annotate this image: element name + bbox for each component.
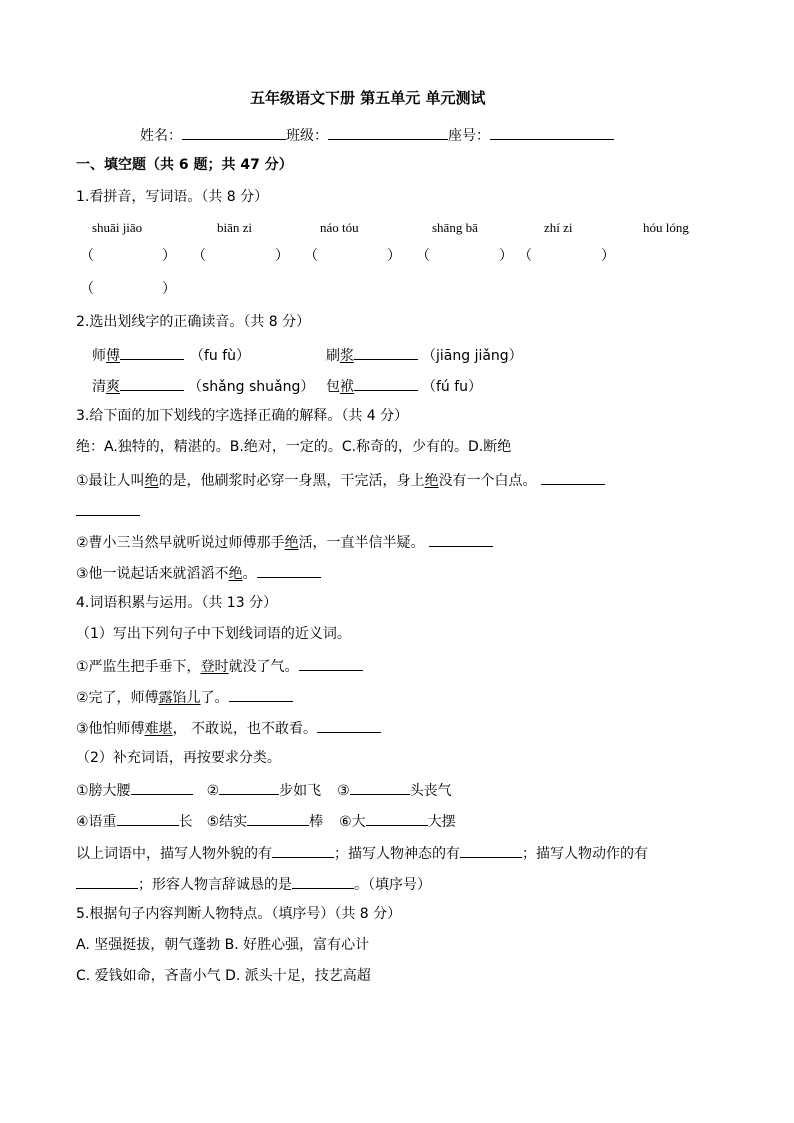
class-label: 班级： (286, 128, 328, 144)
answer-blank[interactable] (350, 780, 410, 795)
question-2-stem: 2.选出划线字的正确读音。（共 8 分） (76, 314, 311, 330)
classify-line: 以上词语中，描写人物外貌的有 ；描写人物神态的有 ；描写人物动作的有 (76, 843, 648, 863)
answer-blank[interactable] (117, 811, 179, 826)
bracket-open: （ (304, 249, 318, 264)
pinyin-item: hóu lóng (643, 220, 689, 235)
section-heading: 一、填空题（共 6 题；共 47 分） (76, 157, 293, 173)
bracket-open: （ (80, 282, 94, 297)
option-line: C. 爱钱如命，吝啬小气 D. 派头十足，技艺高超 (76, 968, 371, 984)
pinyin-item: náo tóu (320, 220, 359, 235)
bracket-open: （ (80, 249, 94, 264)
bracket-close: ） (499, 249, 513, 264)
question-5-stem: 5.根据句子内容判断人物特点。（填序号）（共 8 分） (76, 906, 402, 922)
pinyin-item: shuāi jiāo (92, 220, 143, 235)
answer-blank[interactable] (247, 811, 309, 826)
class-field[interactable] (328, 125, 448, 140)
answer-blank[interactable] (120, 345, 184, 360)
pinyin-item: shāng bā (432, 220, 478, 235)
page-title: 五年级语文下册 第五单元 单元测试 (250, 89, 486, 107)
question-3-stem: 3.给下面的加下划线的字选择正确的解释。（共 4 分） (76, 408, 409, 424)
idiom-row: ④语重 长 ⑤结实 棒 ⑥大 大摆 (76, 811, 456, 831)
answer-blank[interactable] (292, 874, 354, 889)
sub-question-2: （2）补充词语，再按要求分类。 (76, 750, 281, 766)
definition-line: 绝：A.独特的，精湛的。B.绝对，一定的。C.称奇的，少有的。D.断绝 (76, 439, 512, 455)
pinyin-item: zhí zi (544, 220, 573, 235)
idiom-row: ①膀大腰 ② 步如飞 ③ 头丧气 (76, 780, 452, 800)
answer-blank[interactable] (229, 687, 293, 702)
classify-line: ；形容人物言辞诚恳的是 。（填序号） (76, 874, 431, 894)
bracket-close: ） (601, 249, 615, 264)
name-label: 姓名： (140, 128, 182, 144)
student-info-row (140, 125, 614, 145)
answer-blank[interactable] (299, 656, 363, 671)
seat-field[interactable] (490, 125, 614, 140)
sentence-item: ③他怕师傅难堪， 不敢说，也不敢看。 (76, 718, 381, 738)
sentence-item: ①最让人叫绝的是，他刷浆时必穿一身黑，干完活，身上绝没有一个白点。 (76, 470, 605, 490)
bracket-close: ） (275, 249, 289, 264)
answer-blank[interactable] (354, 345, 418, 360)
bracket-close: ） (162, 249, 176, 264)
answer-blank[interactable] (272, 843, 334, 858)
option-line: A. 坚强挺拔，朝气蓬勃 B. 好胜心强，富有心计 (76, 937, 370, 953)
bracket-open: （ (518, 249, 532, 264)
answer-blank-wrap (76, 501, 140, 521)
bracket-open: （ (192, 249, 206, 264)
reading-choice: 师傅 （fu fù） (92, 345, 250, 365)
answer-blank[interactable] (541, 470, 605, 485)
sentence-item: ②曹小三当然早就听说过师傅那手绝活，一直半信半疑。 (76, 532, 493, 552)
answer-blank[interactable] (317, 718, 381, 733)
reading-choice: 清爽 （shǎng shuǎng） (92, 376, 314, 396)
bracket-close: ） (387, 249, 401, 264)
bracket-open: （ (416, 249, 430, 264)
reading-choice: 刷浆 （jiāng jiǎng） (326, 345, 523, 365)
answer-blank[interactable] (120, 376, 184, 391)
answer-blank[interactable] (429, 532, 493, 547)
answer-blank[interactable] (460, 843, 522, 858)
seat-label: 座号： (448, 128, 490, 144)
answer-blank[interactable] (219, 780, 279, 795)
reading-choice: 包袱 （fú fu） (326, 376, 482, 396)
sentence-item: ③他一说起话来就滔滔不绝。 (76, 563, 321, 583)
sentence-item: ①严监生把手垂下，登时就没了气。 (76, 656, 363, 676)
sentence-item: ②完了，师傅露馅儿了。 (76, 687, 293, 707)
bracket-close: ） (162, 282, 176, 297)
answer-blank[interactable] (366, 811, 428, 826)
answer-blank[interactable] (76, 501, 140, 516)
question-1-stem: 1.看拼音，写词语。（共 8 分） (76, 189, 269, 205)
answer-blank[interactable] (131, 780, 193, 795)
answer-blank[interactable] (257, 563, 321, 578)
name-field[interactable] (182, 125, 286, 140)
pinyin-item: biān zi (217, 220, 253, 235)
answer-blank[interactable] (354, 376, 418, 391)
answer-blank[interactable] (76, 874, 138, 889)
question-4-stem: 4.词语积累与运用。（共 13 分） (76, 595, 278, 611)
sub-question-1: （1）写出下列句子中下划线词语的近义词。 (76, 626, 351, 642)
